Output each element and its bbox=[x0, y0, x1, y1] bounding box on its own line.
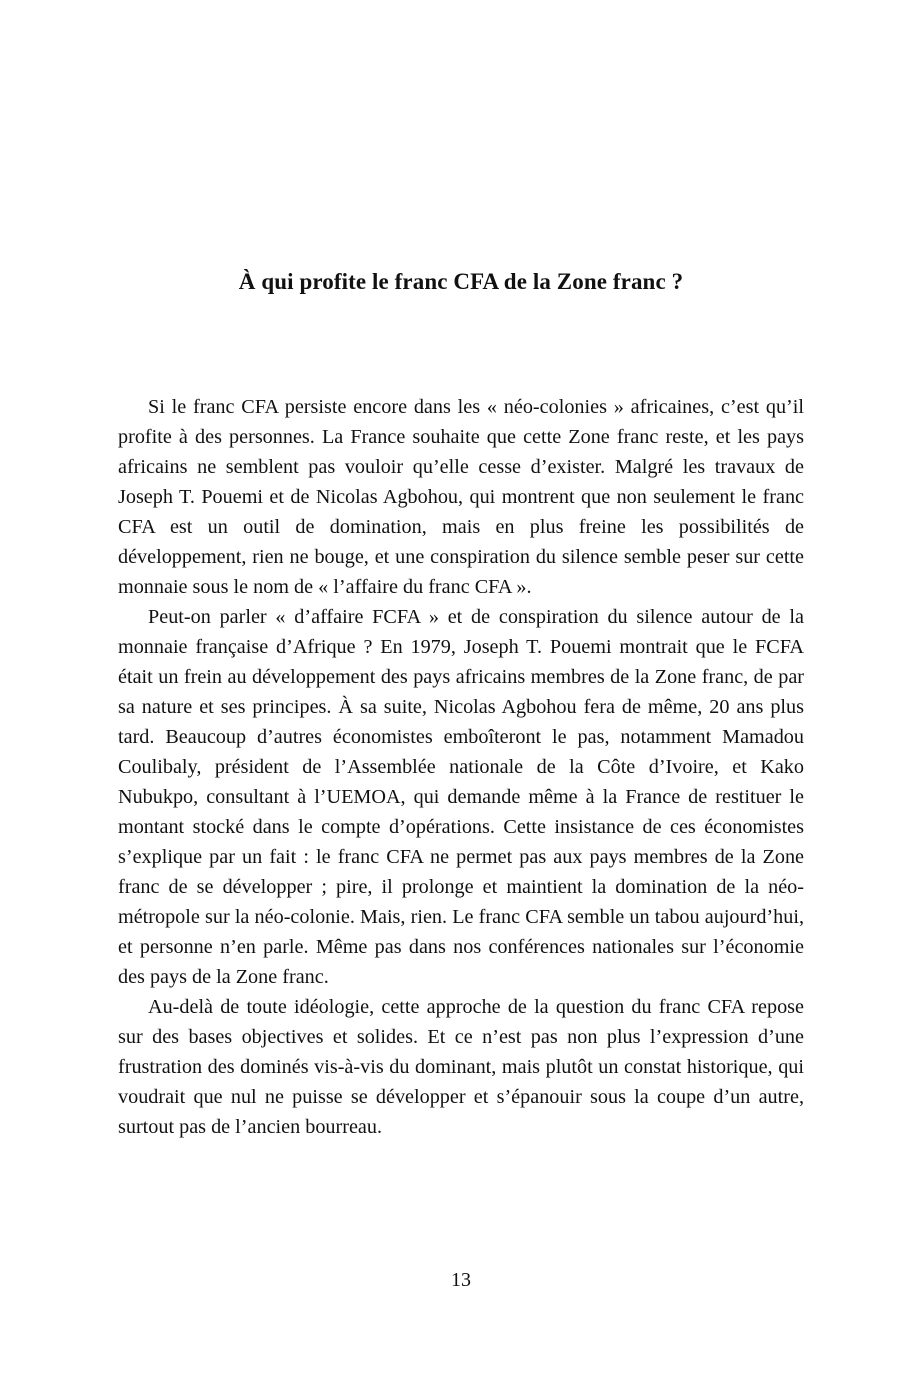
body-text bbox=[118, 392, 804, 1142]
chapter-title: À qui profite le franc CFA de la Zone franc ? bbox=[238, 269, 684, 294]
paragraph-3: Au-delà de toute idéologie, cette approche de la question du franc CFA repose sur des bases objectives et solides. Et ce n’est pas non plus l’expression d’une frustration des dominés vis-à-vis du dominant, mais plutôt un constat historique, qui voudrait que nul ne puisse se développer et s’épanouir sous la coupe d’un autre, surtout pas de l’ancien bourreau. bbox=[118, 996, 804, 1138]
paragraph-1: Si le franc CFA persiste encore dans les « néo-colonies » africaines, c’est qu’il profite à des personnes. La France souhaite que cette Zone franc reste, et les pays africains ne semblent pas vouloir qu’elle cesse d’exister. Malgré les travaux de Joseph T. Pouemi et de Nicolas Agbohou, qui montrent que non seulement le franc CFA est un outil de domination, mais en plus freine les possibilités de développement, rien ne bouge, et une conspiration du silence semble peser sur cette monnaie sous le nom de « l’affaire du franc CFA ». bbox=[118, 396, 804, 598]
paragraph-2: Peut-on parler « d’affaire FCFA » et de conspiration du silence autour de la monnaie française d’Afrique ? En 1979, Joseph T. Pouemi montrait que le FCFA était un frein au développement des pays africains membres de la Zone franc, de par sa nature et ses principes. À sa suite, Nicolas Agbohou fera de même, 20 ans plus tard. Beaucoup d’autres économistes emboîteront le pas, notamment Mamadou Coulibaly, président de l’Assemblée nationale de la Côte d’Ivoire, et Kako Nubukpo, consultant à l’UEMOA, qui demande même à la France de restituer le montant stocké dans le compte d’opérations. Cette insistance de ces économistes s’explique par un fait : le franc CFA ne permet pas aux pays membres de la Zone franc de se développer ; pire, il prolonge et maintient la domination de la néo-métropole sur la néo-colonie. Mais, rien. Le franc CFA semble un tabou aujourd’hui, et personne n’en parle. Même pas dans nos conférences nationales sur l’économie des pays de la Zone franc. bbox=[118, 606, 804, 988]
page-number: 13 bbox=[451, 1269, 471, 1291]
